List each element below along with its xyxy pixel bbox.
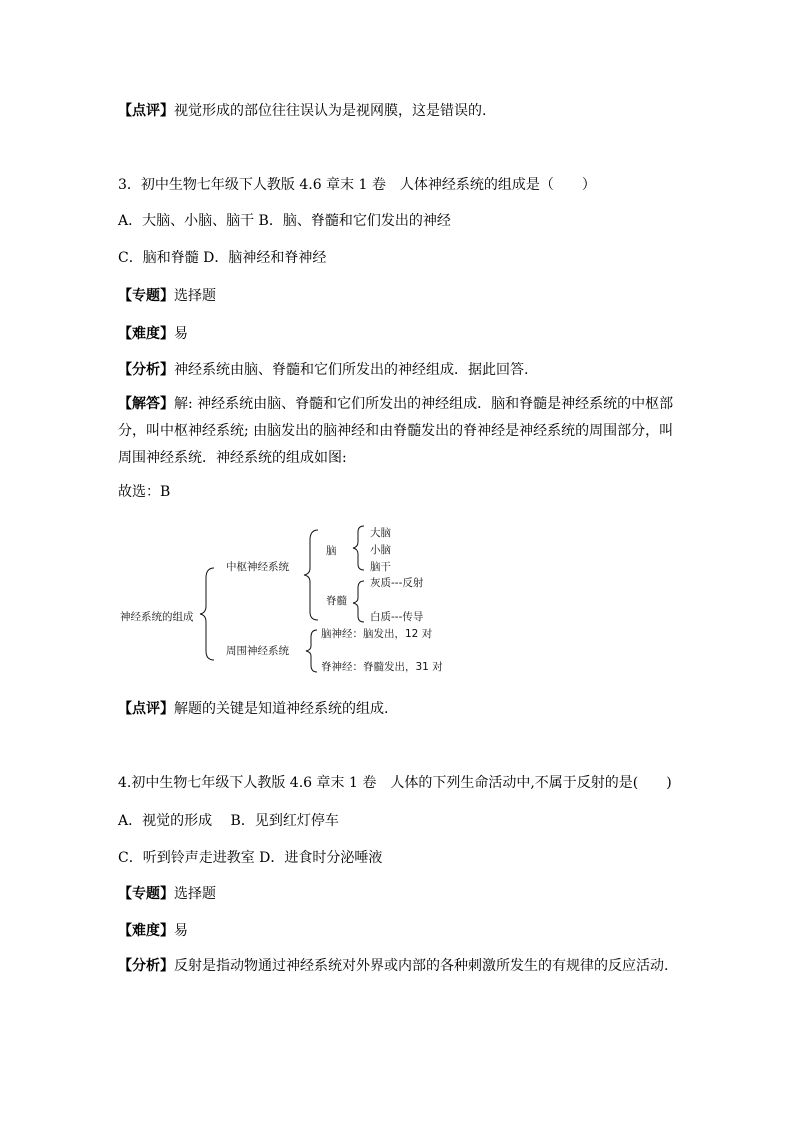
q3-topic-tag: 【专题】 xyxy=(118,288,174,304)
q4-analysis-text: 反射是指动物通过神经系统对外界或内部的各种刺激所发生的有规律的反应活动. xyxy=(174,958,669,974)
q4-difficulty-text: 易 xyxy=(174,923,188,939)
q4-topic xyxy=(118,884,216,904)
q3-review-text: 解题的关键是知道神经系统的组成. xyxy=(174,701,389,717)
diagram-gray: 灰质---反射 xyxy=(370,577,424,589)
brace-peripheral xyxy=(306,630,317,672)
diagram-peripheral: 周围神经系统 xyxy=(226,645,289,657)
q3-stem: 3．初中生物七年级下人教版 4.6 章末 1 卷 人体神经系统的组成是（ ） xyxy=(118,177,596,193)
q3-answer-text: 解: 神经系统由脑、脊髓和它们所发出的神经组成．脑和脊髓是神经系统的中枢部分，叫中枢神经系统; 由脑发出的脑神经和由脊髓发出的脊神经是神经系统的周围部分，叫周围神经系统．神经系统的组成如图: xyxy=(118,396,674,466)
diagram-cranial: 脑神经：脑发出，12 对 xyxy=(321,628,433,640)
review-line xyxy=(118,101,486,121)
q4-difficulty-tag: 【难度】 xyxy=(118,923,174,939)
q3-options-1: A．大脑、小脑、脑干 B．脑、脊髓和它们发出的神经 xyxy=(118,213,451,229)
nervous-system-diagram xyxy=(118,518,458,678)
q3-difficulty-tag: 【难度】 xyxy=(118,326,174,342)
brace-brain xyxy=(353,526,364,570)
diagram-central: 中枢神经系统 xyxy=(226,561,289,573)
q3-options-2: C．脑和脊髓 D．脑神经和脊神经 xyxy=(118,250,327,266)
diagram-cerebrum: 大脑 xyxy=(370,527,391,539)
q4-options-1: A．视觉的形成 B．见到红灯停车 xyxy=(118,813,339,829)
q4-analysis xyxy=(118,953,678,980)
q4-topic-tag: 【专题】 xyxy=(118,886,174,902)
brace-central xyxy=(304,530,318,620)
q3-topic-text: 选择题 xyxy=(174,288,216,304)
brace-root xyxy=(200,568,214,660)
q3-topic xyxy=(118,286,216,306)
q4-difficulty xyxy=(118,921,188,941)
review-text: 视觉形成的部位往往误认为是视网膜，这是错误的. xyxy=(174,103,487,119)
q3-analysis-text: 神经系统由脑、脊髓和它们所发出的神经组成．据此回答. xyxy=(174,362,529,378)
q3-review xyxy=(118,699,388,719)
q4-topic-text: 选择题 xyxy=(174,886,216,902)
q3-difficulty-text: 易 xyxy=(174,326,188,342)
diagram-spinal: 脊髓 xyxy=(326,595,347,607)
q3-choice: 故选：B xyxy=(118,484,171,500)
diagram-white: 白质---传导 xyxy=(370,611,424,623)
diagram-cerebellum: 小脑 xyxy=(370,544,391,556)
q3-answer xyxy=(118,391,678,472)
q3-analysis xyxy=(118,360,528,380)
review-tag: 【点评】 xyxy=(118,103,174,119)
brace-spinal xyxy=(353,581,364,622)
diagram-brain: 脑 xyxy=(326,545,337,557)
q4-analysis-tag: 【分析】 xyxy=(118,958,174,974)
q3-answer-tag: 【解答】 xyxy=(118,396,174,412)
q3-analysis-tag: 【分析】 xyxy=(118,362,174,378)
q3-review-tag: 【点评】 xyxy=(118,701,174,717)
diagram-root: 神经系统的组成 xyxy=(120,611,194,623)
q4-options-2: C．听到铃声走进教室 D．进食时分泌唾液 xyxy=(118,850,383,866)
q4-stem: 4.初中生物七年级下人教版 4.6 章末 1 卷 人体的下列生命活动中,不属于反射的是( ) xyxy=(118,775,672,791)
q3-difficulty xyxy=(118,324,188,344)
diagram-brainstem: 脑干 xyxy=(370,561,391,573)
diagram-spinal-nerve: 脊神经：脊髓发出，31 对 xyxy=(321,661,443,673)
